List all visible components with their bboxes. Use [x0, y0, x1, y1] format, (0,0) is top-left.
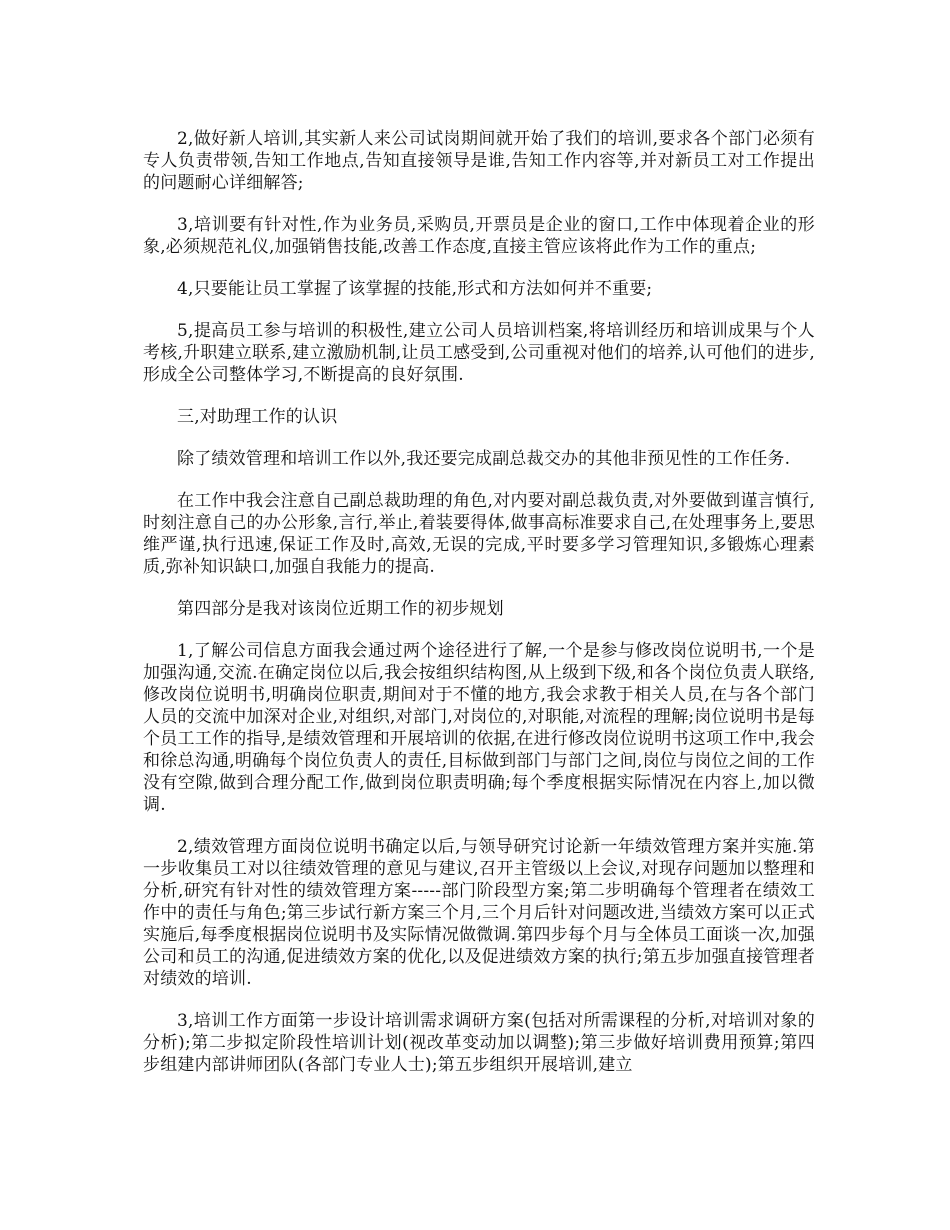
paragraph-other-tasks: 除了绩效管理和培训工作以外,我还要完成副总裁交办的其他非预见性的工作任务. [177, 449, 791, 469]
paragraph-training-motivation: 5,提高员工参与培训的积极性,建立公司人员培训档案,将培训经历和培训成果与个人考核,升职建立联系,建立激励机制,让员工感受到,公司重视对他们的培养,认可他们的进步,形成全公司整体学习,不断提高的良好氛围. [143, 321, 815, 385]
section-heading-assistant-role: 三,对助理工作的认识 [177, 407, 338, 427]
paragraph-skill-mastery: 4,只要能让员工掌握了该掌握的技能,形式和方法如何并不重要; [177, 279, 653, 299]
paragraph-performance-management: 2,绩效管理方面岗位说明书确定以后,与领导研究讨论新一年绩效管理方案并实施.第一步收集员工对以往绩效管理的意见与建议,召开主管级以上会议,对现存问题加以整理和分析,研究有针对性的绩效管理方案-----部门阶段型方案;第二步明确每个管理者在绩效工作中的责任与角色;第三步试行新方案三个月,三个月后针对问题改进,当绩效方案可以正式实施后,每季度根据岗位说明书及实际情况做微调.第四步每个月与全体员工面谈一次,加强公司和员工的沟通,促进绩效方案的优化,以及促进绩效方案的执行;第五步加强直接管理者对绩效的培训. [143, 837, 815, 989]
section-heading-part-four: 第四部分是我对该岗位近期工作的初步规划 [177, 599, 504, 619]
paragraph-company-info: 1,了解公司信息方面我会通过两个途径进行了解,一个是参与修改岗位说明书,一个是加强沟通,交流.在确定岗位以后,我会按组织结构图,从上级到下级,和各个岗位负责人联络,修改岗位说明书,明确岗位职责,期间对于不懂的地方,我会求教于相关人员,在与各个部门人员的交流中加深对企业,对组织,对部门,对岗位的,对职能,对流程的理解;岗位说明书是每个员工工作的指导,是绩效管理和开展培训的依据,在进行修改岗位说明书这项工作中,我会和徐总沟通,明确每个岗位负责人的责任,目标做到部门与部门之间,岗位与岗位之间的工作没有空隙,做到合理分配工作,做到岗位职责明确;每个季度根据实际情况在内容上,加以微调. [143, 641, 815, 815]
paragraph-training-plan: 3,培训工作方面第一步设计培训需求调研方案(包括对所需课程的分析,对培训对象的分析);第二步拟定阶段性培训计划(视改革变动加以调整);第三步做好培训费用预算;第四步组建内部讲师团队(各部门专业人士);第五步组织开展培训,建立 [143, 1011, 815, 1075]
paragraph-new-hire-training: 2,做好新人培训,其实新人来公司试岗期间就开始了我们的培训,要求各个部门必须有专人负责带领,告知工作地点,告知直接领导是谁,告知工作内容等,并对新员工对工作提出的问题耐心详细解答; [143, 129, 815, 193]
paragraph-assistant-conduct: 在工作中我会注意自己副总裁助理的角色,对内要对副总裁负责,对外要做到谨言慎行,时刻注意自己的办公形象,言行,举止,着装要得体,做事高标准要求自己,在处理事务上,要思维严谨,执行迅速,保证工作及时,高效,无误的完成,平时要多学习管理知识,多锻炼心理素质,弥补知识缺口,加强自我能力的提高. [143, 491, 815, 577]
paragraph-targeted-training: 3,培训要有针对性,作为业务员,采购员,开票员是企业的窗口,工作中体现着企业的形象,必须规范礼仪,加强销售技能,改善工作态度,直接主管应该将此作为工作的重点; [143, 215, 815, 257]
document-body [143, 128, 815, 1096]
